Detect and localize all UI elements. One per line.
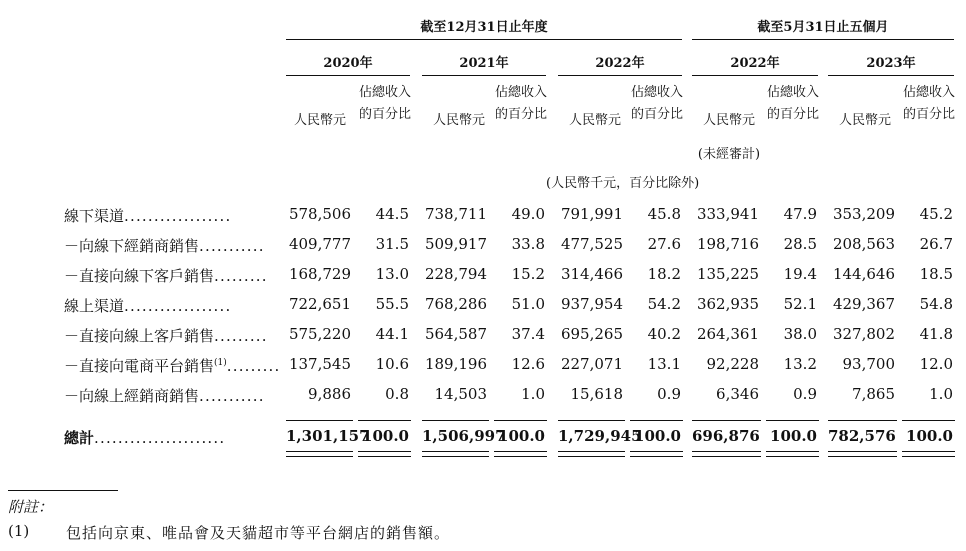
total-double-rule [828,451,897,457]
cell-amount: 327,802 [832,325,895,343]
subtotal-rule [494,420,547,421]
cell-amount: 7,865 [852,385,895,403]
cell-amount: 228,794 [424,265,487,283]
col-header-pct [630,82,684,126]
cell-amount: 564,587 [424,325,487,343]
row-label-text: －直接向線上客戶銷售 [64,327,215,345]
row-label [64,205,231,226]
cell-amount: 782,576 [828,427,896,445]
cell-amount: 6,346 [716,385,759,403]
cell-amount: 1,729,945 [558,427,642,445]
cell-amount: 696,876 [692,427,760,445]
year-header-2023-five-months: 2023年 [866,56,916,71]
cell-amount: 353,209 [832,205,895,223]
row-label [64,265,268,286]
cell-amount: 695,265 [560,325,623,343]
cell-amount: 409,777 [288,235,351,253]
cell-percentage: 49.0 [511,205,545,223]
cell-percentage: 13.0 [375,265,409,283]
footnote-text: 包括向京東、唯品會及天貓超市等平台網店的銷售額。 [66,524,451,542]
cell-percentage: 0.9 [793,385,817,403]
total-double-rule [630,451,683,457]
row-label-text: －向線下經銷商銷售 [64,237,200,255]
leader-dots: ......... [226,357,281,375]
cell-percentage: 52.1 [783,295,817,313]
year-underline-2022 [558,75,682,76]
cell-percentage: 51.0 [511,295,545,313]
year-underline-2021 [422,75,546,76]
col-header-pct-line1: 佔總收入 [494,85,547,100]
cell-amount: 578,506 [288,205,351,223]
total-double-rule [422,451,489,457]
cell-percentage: 18.2 [647,265,681,283]
cell-amount: 137,545 [288,355,351,373]
subtotal-rule [286,420,353,421]
footnote-heading: 附註： [8,498,54,516]
col-header-pct-line1: 佔總收入 [902,85,955,100]
cell-amount: 1,506,997 [422,427,506,445]
col-header-pct-line1: 佔總收入 [766,85,819,100]
year-header-2021: 2021年 [459,56,509,71]
total-label [64,427,225,448]
subtotal-rule [902,420,955,421]
row-label-text: 線下渠道 [64,207,125,225]
unit-note: (人民幣千元，百分比除外) [546,176,700,191]
cell-amount: 198,716 [696,235,759,253]
group-header-full-year: 截至12月31日止年度 [420,20,548,35]
row-label [64,295,231,316]
leader-dots: ......... [214,327,268,345]
subtotal-rule [828,420,897,421]
footnote-separator [8,490,118,491]
cell-percentage: 40.2 [647,325,681,343]
total-double-rule [558,451,625,457]
cell-percentage: 19.4 [783,265,817,283]
cell-amount: 9,886 [308,385,351,403]
cell-amount: 227,071 [560,355,623,373]
col-header-pct-line2: 的百分比 [630,107,683,122]
cell-percentage: 10.6 [375,355,409,373]
row-label-text: －直接向電商平台銷售 [64,357,215,375]
cell-amount: 1,301,157 [286,427,370,445]
cell-amount: 477,525 [560,235,623,253]
leader-dots: .................. [124,207,232,225]
cell-amount: 738,711 [424,205,487,223]
col-header-rmb: 人民幣元 [432,113,485,128]
cell-percentage: 33.8 [511,235,545,253]
col-header-rmb: 人民幣元 [702,113,755,128]
row-label-text: －向線上經銷商銷售 [64,387,200,405]
cell-percentage: 100.0 [362,427,409,445]
cell-percentage: 44.1 [375,325,409,343]
cell-percentage: 100.0 [906,427,953,445]
col-header-pct-line1: 佔總收入 [358,85,411,100]
cell-amount: 314,466 [560,265,623,283]
total-double-rule [692,451,761,457]
cell-percentage: 55.5 [375,295,409,313]
leader-dots: ...................... [94,429,226,447]
total-double-rule [902,451,955,457]
col-header-pct-line2: 的百分比 [494,107,547,122]
cell-percentage: 12.6 [511,355,545,373]
total-double-rule [286,451,353,457]
col-header-pct [494,82,548,126]
cell-amount: 768,286 [424,295,487,313]
cell-percentage: 100.0 [634,427,681,445]
col-header-rmb: 人民幣元 [293,113,346,128]
col-header-pct [766,82,820,126]
subtotal-rule [558,420,625,421]
cell-percentage: 45.2 [919,205,953,223]
cell-amount: 189,196 [424,355,487,373]
cell-amount: 168,729 [288,265,351,283]
cell-amount: 135,225 [696,265,759,283]
year-underline-2023-five-months [828,75,954,76]
total-double-rule [494,451,547,457]
col-header-pct [358,82,412,126]
footnote-ref: (1) [214,358,227,368]
col-header-rmb: 人民幣元 [568,113,621,128]
cell-percentage: 45.8 [647,205,681,223]
cell-percentage: 1.0 [521,385,545,403]
group-underline-five-months [692,39,954,40]
cell-amount: 144,646 [832,265,895,283]
subtotal-rule [630,420,683,421]
year-underline-2022-five-months [692,75,818,76]
cell-percentage: 1.0 [929,385,953,403]
cell-amount: 722,651 [288,295,351,313]
leader-dots: ........... [199,387,265,405]
cell-percentage: 37.4 [511,325,545,343]
row-label [64,235,265,256]
leader-dots: .................. [124,297,232,315]
cell-percentage: 31.5 [375,235,409,253]
unaudited-note: (未經審計) [697,147,761,162]
subtotal-rule [422,420,489,421]
cell-percentage: 0.8 [385,385,409,403]
cell-percentage: 18.5 [919,265,953,283]
cell-percentage: 41.8 [919,325,953,343]
cell-amount: 429,367 [832,295,895,313]
row-label-text: 線上渠道 [64,297,125,315]
col-header-pct-line2: 的百分比 [766,107,819,122]
cell-amount: 333,941 [696,205,759,223]
group-underline-full-year [286,39,682,40]
row-label-text: －直接向線下客戶銷售 [64,267,215,285]
col-header-rmb: 人民幣元 [838,113,891,128]
col-header-pct-line1: 佔總收入 [630,85,683,100]
cell-percentage: 54.8 [919,295,953,313]
cell-percentage: 26.7 [919,235,953,253]
cell-amount: 937,954 [560,295,623,313]
cell-amount: 509,917 [424,235,487,253]
cell-amount: 575,220 [288,325,351,343]
cell-amount: 93,700 [842,355,895,373]
cell-percentage: 27.6 [647,235,681,253]
cell-percentage: 13.1 [647,355,681,373]
cell-percentage: 38.0 [783,325,817,343]
cell-percentage: 28.5 [783,235,817,253]
cell-percentage: 100.0 [498,427,545,445]
leader-dots: ......... [214,267,268,285]
group-header-five-months: 截至5月31日止五個月 [757,20,889,35]
cell-percentage: 100.0 [770,427,817,445]
cell-percentage: 54.2 [647,295,681,313]
subtotal-rule [358,420,411,421]
total-double-rule [358,451,411,457]
cell-percentage: 12.0 [919,355,953,373]
cell-percentage: 47.9 [783,205,817,223]
year-header-2020: 2020年 [323,56,373,71]
total-double-rule [766,451,819,457]
year-underline-2020 [286,75,410,76]
cell-amount: 362,935 [696,295,759,313]
cell-amount: 92,228 [706,355,759,373]
row-label-text: 總計 [64,429,95,447]
year-header-2022-five-months: 2022年 [730,56,780,71]
cell-percentage: 15.2 [511,265,545,283]
year-header-2022: 2022年 [595,56,645,71]
cell-amount: 208,563 [832,235,895,253]
cell-percentage: 0.9 [657,385,681,403]
cell-amount: 791,991 [560,205,623,223]
col-header-pct-line2: 的百分比 [902,107,955,122]
footnote-marker: (1) [8,522,30,540]
cell-percentage: 44.5 [375,205,409,223]
subtotal-rule [766,420,819,421]
cell-amount: 15,618 [570,385,623,403]
cell-amount: 264,361 [696,325,759,343]
row-label [64,325,268,346]
col-header-pct-line2: 的百分比 [358,107,411,122]
leader-dots: ........... [199,237,265,255]
col-header-pct [902,82,956,126]
row-label [64,355,280,376]
cell-percentage: 13.2 [783,355,817,373]
cell-amount: 14,503 [434,385,487,403]
subtotal-rule [692,420,761,421]
row-label [64,385,265,406]
